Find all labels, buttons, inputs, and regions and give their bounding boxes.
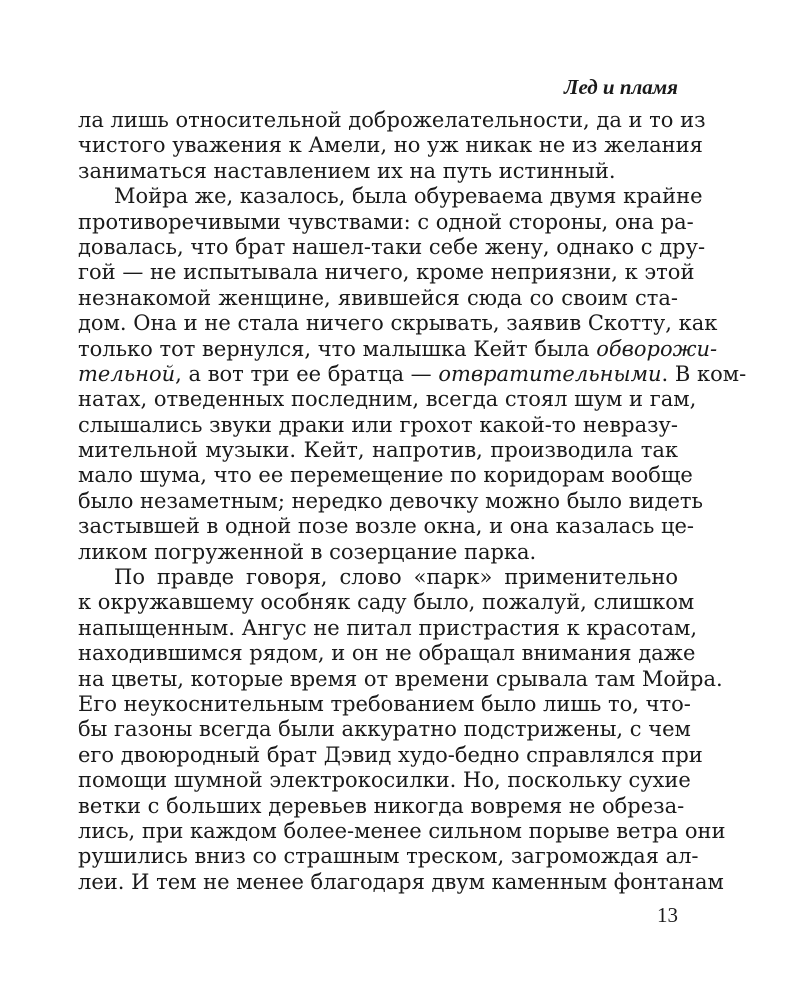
text-line: незнакомой женщине, явившейся сюда со своим ста- xyxy=(78,285,678,310)
page-number: 13 xyxy=(657,903,678,927)
text-line: гой — не испытывала ничего, кроме неприязни, к этой xyxy=(78,260,695,285)
text-line: только тот вернулся, что малышка Кейт была обворожи- xyxy=(78,336,718,361)
text-line: довалась, что брат нашел-таки себе жену, однако с дру- xyxy=(78,234,706,259)
text-line: противоречивыми чувствами: с одной стороны, она ра- xyxy=(78,209,694,234)
body-text xyxy=(78,108,747,895)
paragraph-start-line: По правде говоря, слово «парк» применительно xyxy=(114,565,678,590)
text-line: рушились вниз со страшным треском, загромождая ал- xyxy=(78,844,699,869)
text-line: напыщенным. Ангус не питал пристрастия к красотам, xyxy=(78,615,698,640)
text-line: Его неукоснительным требованием было лишь то, что- xyxy=(78,691,691,716)
text-line: леи. И тем не менее благодаря двум каменным фонтанам xyxy=(78,869,724,894)
text-line: его двоюродный брат Дэвид худо-бедно справлялся при xyxy=(78,742,703,767)
text-line: застывшей в одной позе возле окна, и она казалась це- xyxy=(78,514,694,539)
text-line: натах, отведенных последним, всегда стоял шум и гам, xyxy=(78,387,697,412)
text-line: ветки с больших деревьев никогда вовремя не обреза- xyxy=(78,793,685,818)
running-head: Лед и пламя xyxy=(564,75,678,99)
text-line: заниматься наставлением их на путь истинный. xyxy=(78,158,616,183)
text-line: было незаметным; нередко девочку можно было видеть xyxy=(78,488,703,513)
paragraph-start-line: Мойра же, казалось, была обуреваема двумя крайне xyxy=(114,184,703,209)
text-line: лись, при каждом более-менее сильном порыве ветра они xyxy=(78,818,726,843)
text-line: мительной музыки. Кейт, напротив, производила так xyxy=(78,438,678,463)
text-line: тельной, а вот три ее братца — отвратительными. В ком- xyxy=(78,361,747,386)
text-line: чистого уважения к Амели, но уж никак не из желания xyxy=(78,133,703,158)
text-line: дом. Она и не стала ничего скрывать, заявив Скотту, как xyxy=(78,311,718,336)
text-line: бы газоны всегда были аккуратно подстрижены, с чем xyxy=(78,717,691,742)
text-line: к окружавшему особняк саду было, пожалуй, слишком xyxy=(78,590,695,615)
text-line: слышались звуки драки или грохот какой-то невразу- xyxy=(78,412,678,437)
text-line: помощи шумной электрокосилки. Но, поскольку сухие xyxy=(78,768,691,793)
text-line: мало шума, что ее перемещение по коридорам вообще xyxy=(78,463,693,488)
text-line: на цветы, которые время от времени срывала там Мойра. xyxy=(78,666,723,691)
text-line: ла лишь относительной доброжелательности, да и то из xyxy=(78,108,706,132)
text-line: ликом погруженной в созерцание парка. xyxy=(78,539,537,564)
text-line: находившимся рядом, и он не обращал внимания даже xyxy=(78,641,696,666)
